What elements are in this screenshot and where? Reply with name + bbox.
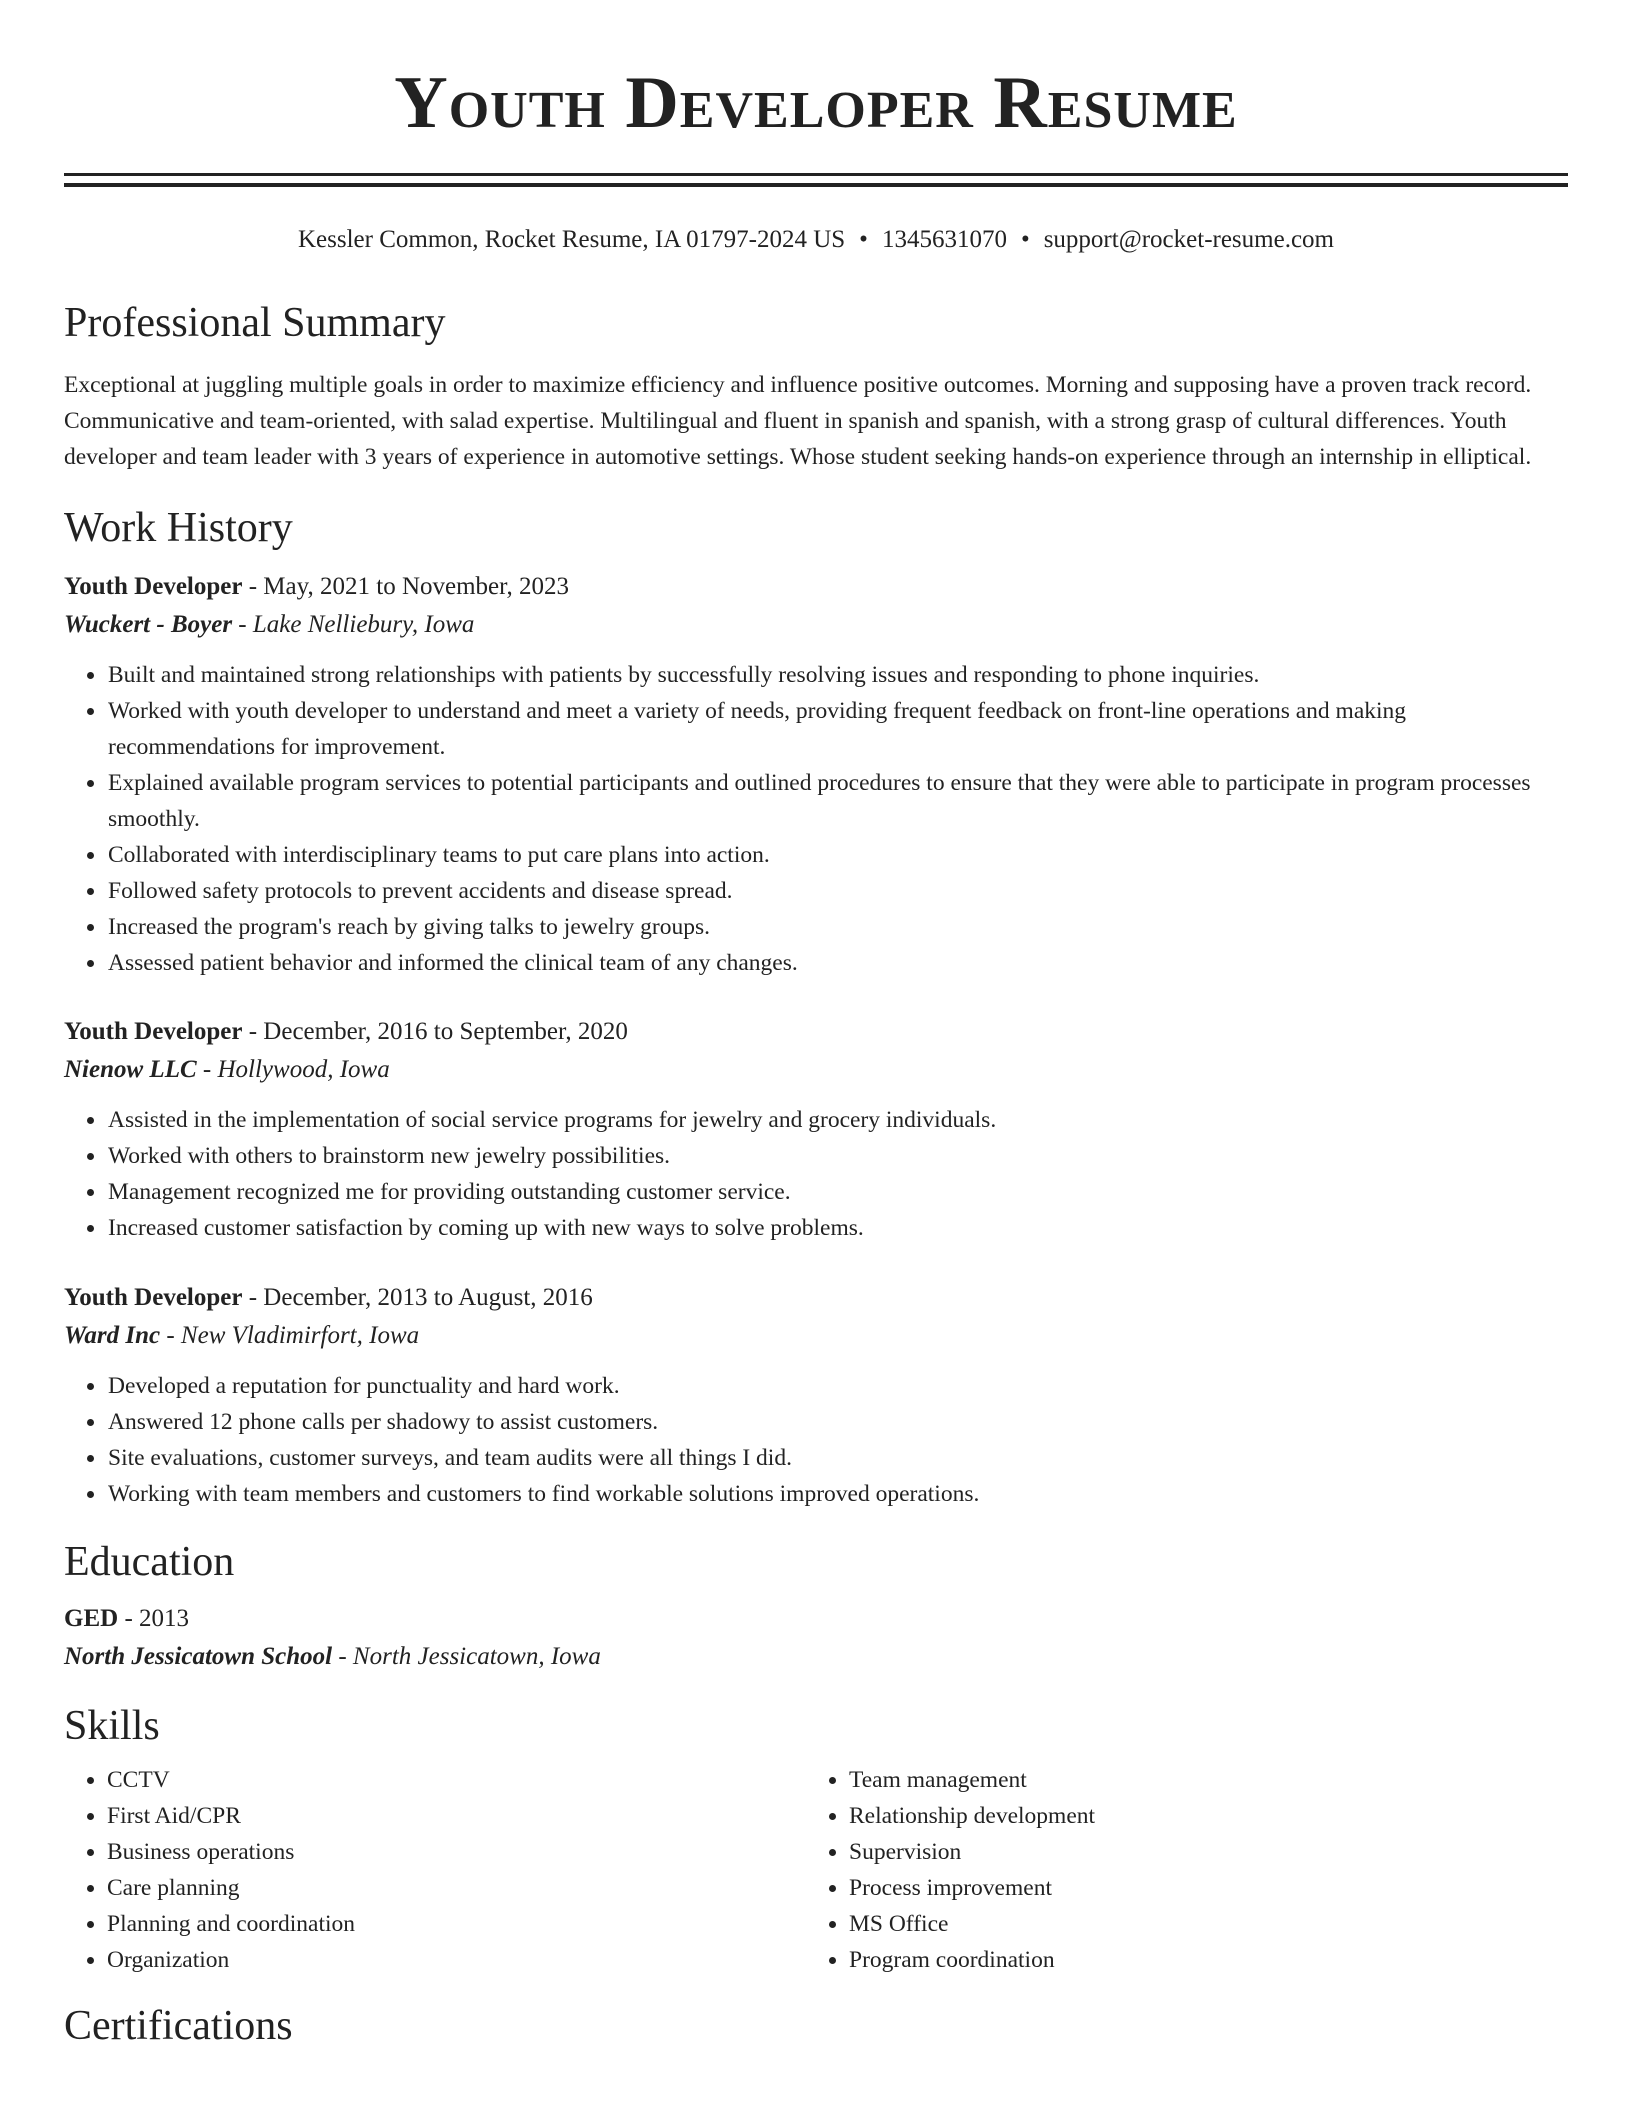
duty-item: • Management recognized me for providing outstanding customer service. [107,1174,1568,1210]
school-line [64,1638,1568,1676]
duty-item: • Collaborated with interdisciplinary teams to put care plans into action. [107,837,1568,873]
job-title: Youth Developer [64,1018,243,1045]
contact-phone: 1345631070 [881,226,1007,253]
job-dates: - May, 2021 to November, 2023 [242,573,569,600]
skill-item: • Planning and coordination [107,1906,806,1942]
employer-line [64,606,1568,644]
duty-item: • Assessed patient behavior and informed the clinical team of any changes. [107,945,1568,981]
job-title-line [64,568,1568,606]
work-history-heading: Work History [64,505,293,551]
skill-item: • Program coordination [849,1942,1548,1978]
duty-item: • Working with team members and customers to find workable solutions improved operations. [107,1476,1568,1512]
graduation-year: - 2013 [118,1605,190,1632]
job-entry [64,1013,1568,1246]
resume-title: Youth Developer Resume [394,62,1238,144]
job-title-line [64,1013,1568,1051]
employer-location: - Hollywood, Iowa [196,1056,390,1083]
job-dates: - December, 2016 to September, 2020 [242,1018,628,1045]
duty-item: • Assisted in the implementation of social service programs for jewelry and grocery individuals. [107,1102,1568,1138]
skill-item: • First Aid/CPR [107,1798,806,1834]
duty-item: • Site evaluations, customer surveys, and team audits were all things I did. [107,1440,1568,1476]
title-divider-thick [64,183,1568,187]
job-title: Youth Developer [64,1284,243,1311]
summary-text: Exceptional at juggling multiple goals in order to maximize efficiency and influence positive outcomes. Morning and supposing have a proven track record. Communicative and team-oriented, with salad expertise. Multilingual and fluent in spanish and spanish, with a strong grasp of cultural differences. Youth developer and team leader with 3 years of experience in automotive settings. Whose student seeking hands-on experience through an internship in elliptical. [64,372,1532,470]
employer-name: Nienow LLC [64,1056,197,1083]
skills-list [64,1762,1568,1978]
job-entry [64,1279,1568,1512]
contact-separator: • [859,226,868,253]
skill-item: • Organization [107,1942,806,1978]
contact-line [64,223,1568,257]
job-title: Youth Developer [64,573,243,600]
duty-item: • Increased the program's reach by giving talks to jewelry groups. [107,909,1568,945]
skill-item: • Team management [849,1762,1548,1798]
duty-item: • Answered 12 phone calls per shadowy to assist customers. [107,1404,1568,1440]
school-name: North Jessicatown School [64,1643,333,1670]
duty-item: • Developed a reputation for punctuality and hard work. [107,1368,1568,1404]
duty-item: • Explained available program services to potential participants and outlined procedures to ensure that they were able to participate in program processes smoothly. [107,765,1568,837]
contact-address: Kessler Common, Rocket Resume, IA 01797-2024 US [297,226,846,253]
employer-name: Wuckert - Boyer [64,611,233,638]
employer-name: Ward Inc [64,1322,161,1349]
job-duties [64,657,1568,981]
skills-heading: Skills [64,1703,160,1749]
skill-item: • Relationship development [849,1798,1548,1834]
skills-column-left [64,1762,806,1978]
degree-line [64,1600,1568,1638]
employer-line [64,1051,1568,1089]
education-entry [64,1600,1568,1676]
school-location: - North Jessicatown, Iowa [332,1643,601,1670]
employer-line [64,1317,1568,1355]
degree: GED [64,1605,119,1632]
skill-item: • Care planning [107,1870,806,1906]
duty-item: • Built and maintained strong relationships with patients by successfully resolving issues and responding to phone inquiries. [107,657,1568,693]
title-divider [64,173,1568,179]
job-dates: - December, 2013 to August, 2016 [242,1284,593,1311]
certifications-heading: Certifications [64,2003,293,2049]
duty-item: • Worked with youth developer to understand and meet a variety of needs, providing frequent feedback on front-line operations and making recommendations for improvement. [107,693,1568,765]
duty-item: • Worked with others to brainstorm new jewelry possibilities. [107,1138,1568,1174]
summary-heading: Professional Summary [64,300,446,346]
skill-item: • Process improvement [849,1870,1548,1906]
skill-item: • MS Office [849,1906,1548,1942]
job-entry [64,568,1568,981]
skill-item: • Business operations [107,1834,806,1870]
duty-item: • Increased customer satisfaction by coming up with new ways to solve problems. [107,1210,1568,1246]
employer-location: - Lake Nelliebury, Iowa [232,611,475,638]
job-duties [64,1368,1568,1512]
skill-item: • Supervision [849,1834,1548,1870]
skill-item: • CCTV [107,1762,806,1798]
skills-column-right [806,1762,1548,1978]
employer-location: - New Vladimirfort, Iowa [160,1322,420,1349]
job-duties [64,1102,1568,1246]
contact-separator: • [1020,226,1030,253]
duty-item: • Followed safety protocols to prevent accidents and disease spread. [107,873,1568,909]
education-heading: Education [64,1539,235,1585]
job-title-line [64,1279,1568,1317]
contact-email: support@rocket-resume.com [1043,226,1334,253]
